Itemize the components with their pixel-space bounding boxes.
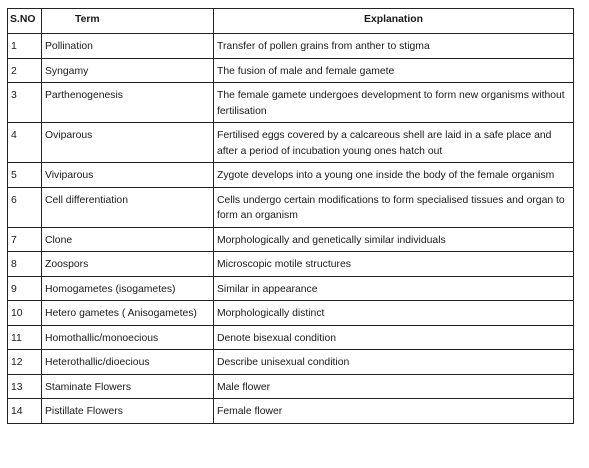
row-term: Cell differentiation [42,187,214,227]
row-term: Homothallic/monoecious [42,325,214,350]
row-explanation: Similar in appearance [214,276,574,301]
header-row [8,9,574,34]
row-explanation: Female flower [214,399,574,424]
row-number: 3 [8,83,42,123]
row-explanation: The fusion of male and female gamete [214,58,574,83]
table-row [8,350,574,375]
table-row [8,34,574,59]
row-number: 13 [8,374,42,399]
row-number: 6 [8,187,42,227]
table-row [8,227,574,252]
row-explanation: The female gamete undergoes development to form new organisms without fertilisation [214,83,574,123]
row-explanation: Morphologically distinct [214,301,574,326]
row-number: 10 [8,301,42,326]
row-term: Heterothallic/dioecious [42,350,214,375]
row-term: Syngamy [42,58,214,83]
row-number: 9 [8,276,42,301]
table-row [8,187,574,227]
row-explanation: Male flower [214,374,574,399]
table-body [8,34,574,424]
table-row [8,163,574,188]
table-row [8,325,574,350]
glossary-table [7,8,574,424]
row-explanation: Morphologically and genetically similar individuals [214,227,574,252]
row-term: Zoospors [42,252,214,277]
row-term: Viviparous [42,163,214,188]
table-row [8,123,574,163]
table-row [8,301,574,326]
table-row [8,83,574,123]
row-term: Parthenogenesis [42,83,214,123]
row-term: Pistillate Flowers [42,399,214,424]
row-term: Homogametes (isogametes) [42,276,214,301]
row-explanation: Microscopic motile structures [214,252,574,277]
row-term: Oviparous [42,123,214,163]
table-row [8,276,574,301]
row-explanation: Cells undergo certain modifications to form specialised tissues and organ to form an organism [214,187,574,227]
table-row [8,399,574,424]
table-row [8,252,574,277]
row-number: 1 [8,34,42,59]
row-number: 2 [8,58,42,83]
sno-header: S.NO [8,9,42,34]
row-number: 4 [8,123,42,163]
row-explanation: Describe unisexual condition [214,350,574,375]
row-number: 8 [8,252,42,277]
row-number: 12 [8,350,42,375]
row-term: Clone [42,227,214,252]
row-explanation: Zygote develops into a young one inside the body of the female organism [214,163,574,188]
term-header: Term [42,9,214,34]
row-number: 5 [8,163,42,188]
table-row [8,374,574,399]
row-number: 11 [8,325,42,350]
table-row [8,58,574,83]
row-number: 7 [8,227,42,252]
explanation-header: Explanation [214,9,574,34]
row-number: 14 [8,399,42,424]
row-explanation: Transfer of pollen grains from anther to stigma [214,34,574,59]
row-term: Pollination [42,34,214,59]
row-term: Staminate Flowers [42,374,214,399]
table-header [8,9,574,34]
row-explanation: Denote bisexual condition [214,325,574,350]
row-explanation: Fertilised eggs covered by a calcareous shell are laid in a safe place and after a period of incubation young ones hatch out [214,123,574,163]
row-term: Hetero gametes ( Anisogametes) [42,301,214,326]
